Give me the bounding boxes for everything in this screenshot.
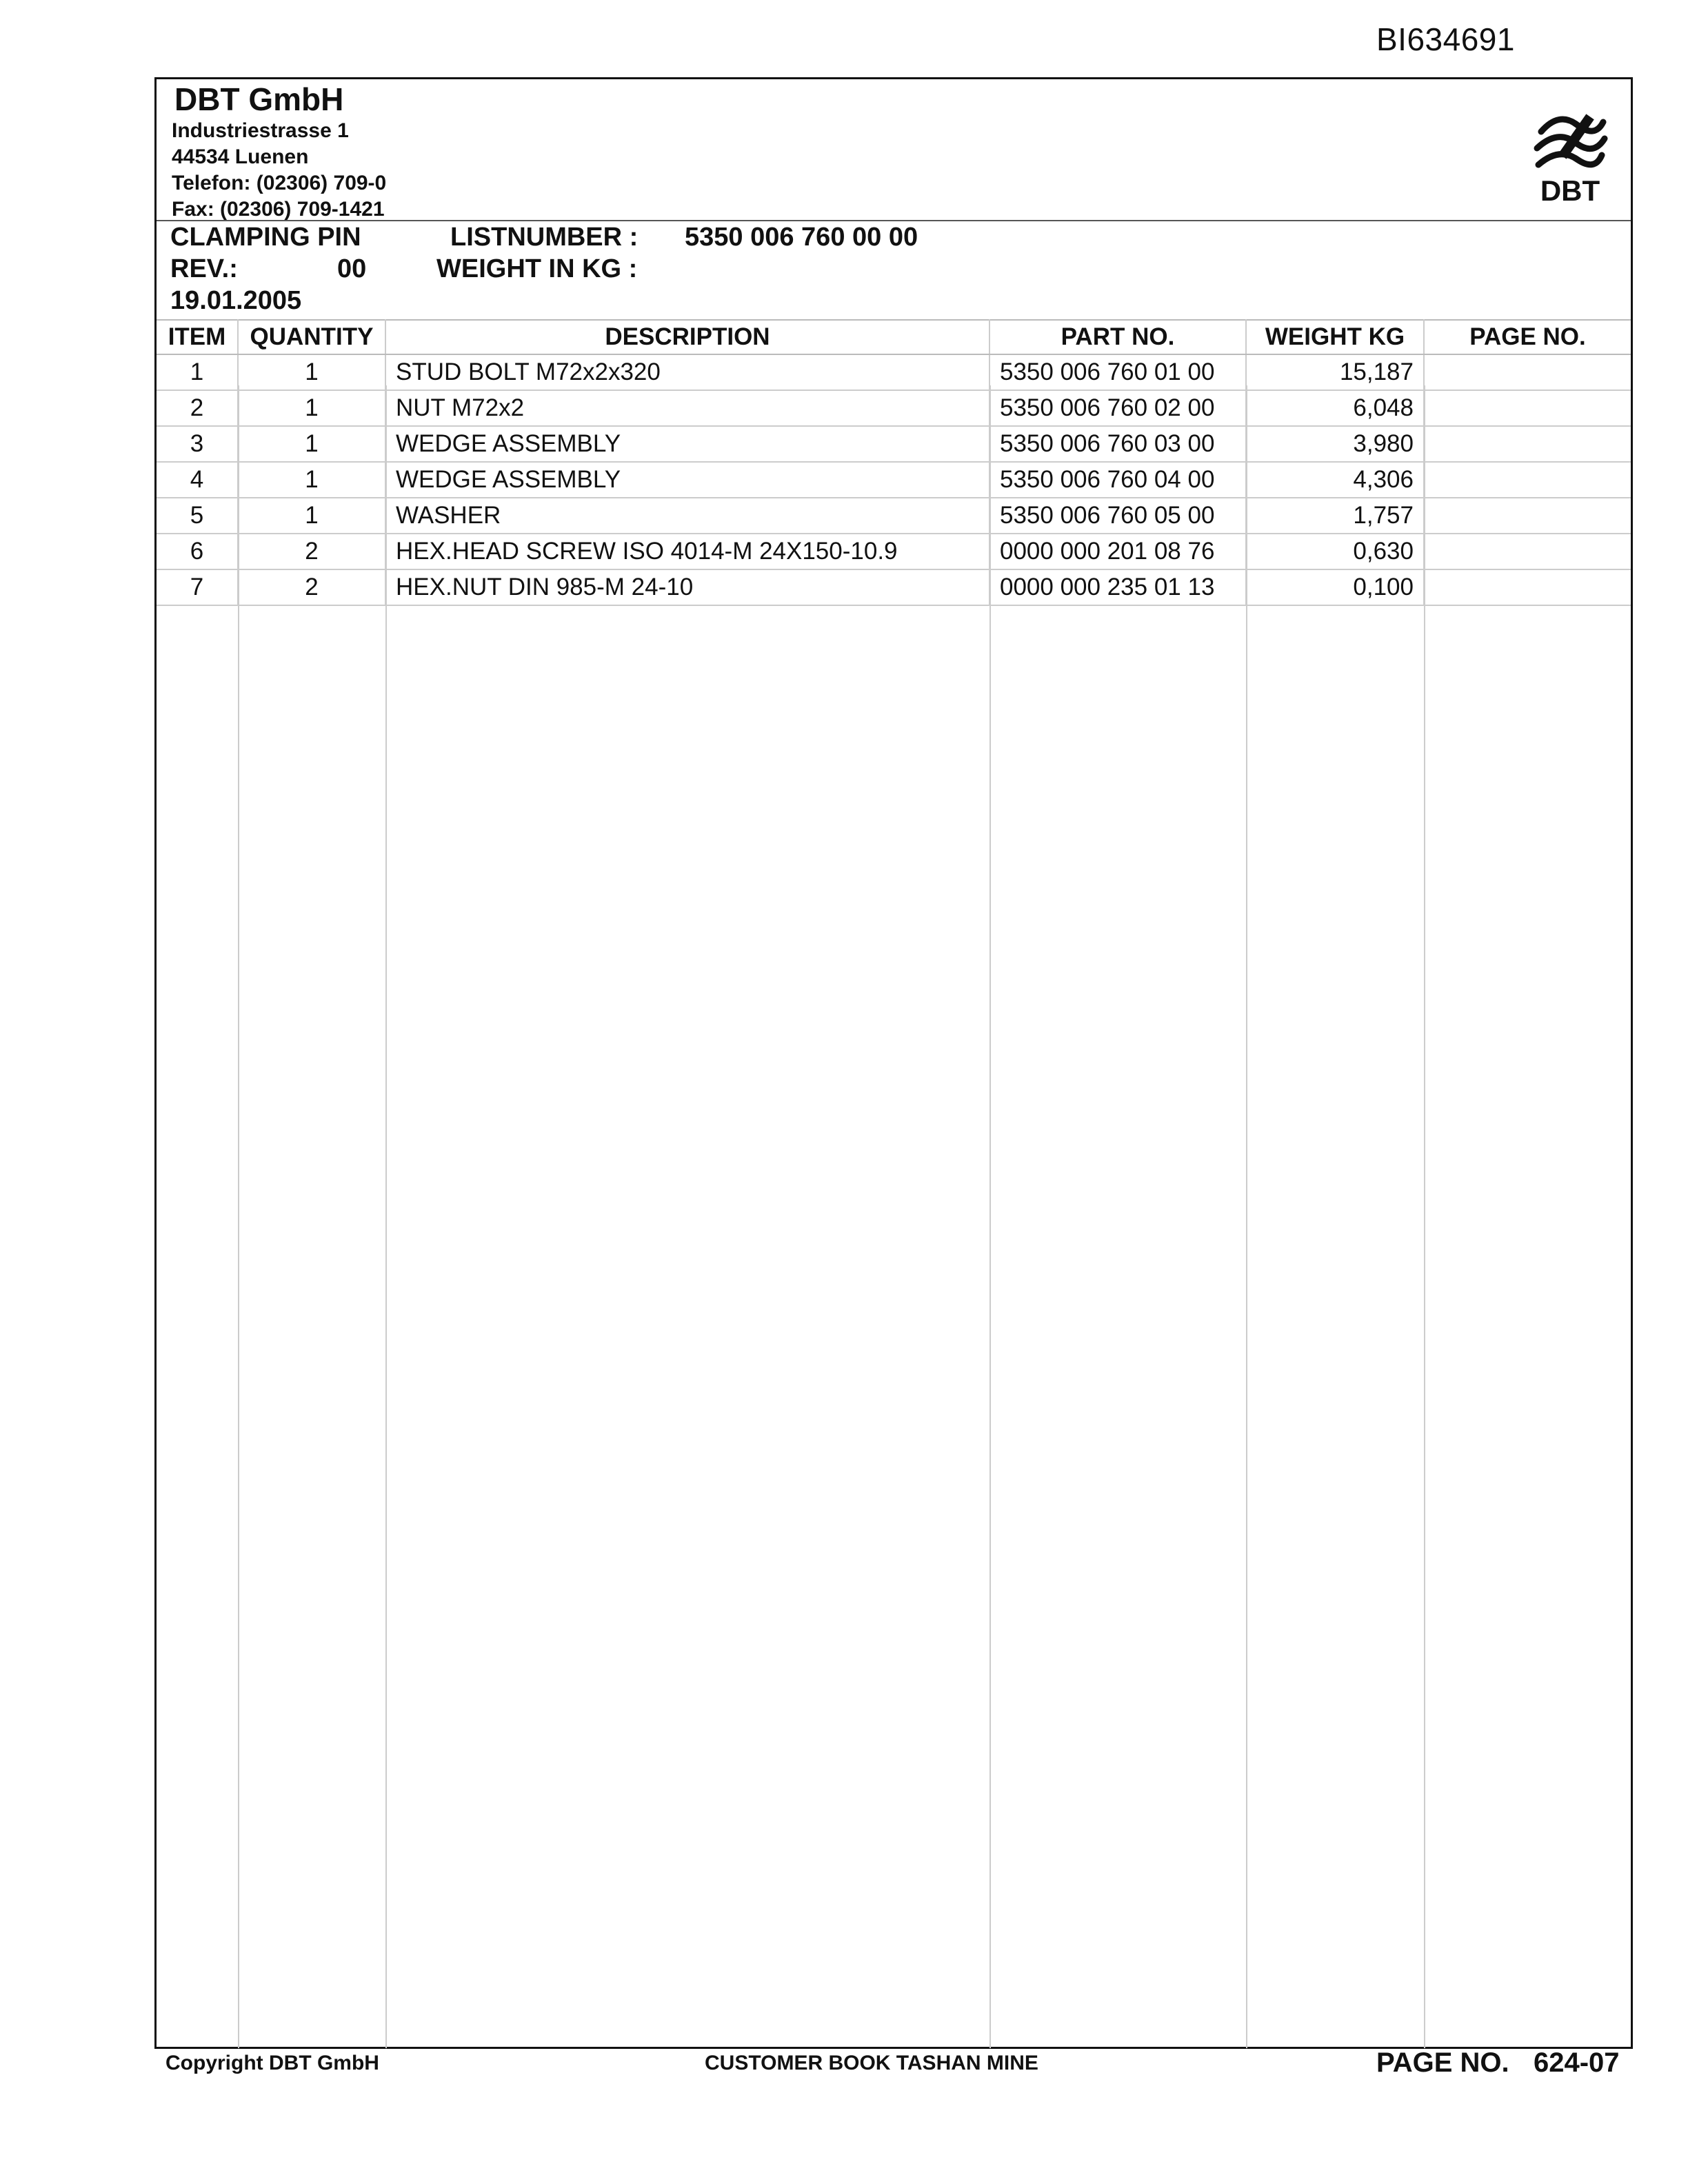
cell-page-no — [1424, 426, 1631, 462]
cell-quantity: 2 — [238, 534, 385, 569]
listnumber-value: 5350 006 760 00 00 — [685, 223, 918, 252]
table-row — [157, 354, 1631, 390]
column-divider — [1246, 385, 1247, 2048]
dbt-logo-icon — [1531, 97, 1609, 208]
company-fax: Fax: (02306) 709-1421 — [172, 198, 385, 221]
cell-part-no: 5350 006 760 05 00 — [989, 498, 1246, 534]
column-header-item: ITEM — [157, 320, 238, 354]
table-row — [157, 569, 1631, 605]
listnumber-label: LISTNUMBER : — [450, 223, 639, 252]
cell-description: HEX.NUT DIN 985-M 24-10 — [385, 569, 989, 605]
cell-page-no — [1424, 534, 1631, 569]
cell-part-no: 5350 006 760 01 00 — [989, 354, 1246, 390]
cell-item: 3 — [157, 426, 238, 462]
cell-page-no — [1424, 462, 1631, 498]
cell-weight: 0,100 — [1246, 569, 1424, 605]
cell-item: 4 — [157, 462, 238, 498]
footer-page-label: PAGE NO. — [1376, 2048, 1509, 2078]
list-date: 19.01.2005 — [170, 286, 302, 315]
cell-item: 6 — [157, 534, 238, 569]
company-block — [172, 79, 999, 223]
cell-weight: 15,187 — [1246, 354, 1424, 390]
company-street: Industriestrasse 1 — [172, 119, 349, 142]
weight-label: WEIGHT IN KG : — [436, 254, 638, 283]
cell-quantity: 1 — [238, 390, 385, 426]
cell-part-no: 0000 000 235 01 13 — [989, 569, 1246, 605]
cell-weight: 1,757 — [1246, 498, 1424, 534]
cell-weight: 6,048 — [1246, 390, 1424, 426]
table-row — [157, 426, 1631, 462]
cell-description: WEDGE ASSEMBLY — [385, 426, 989, 462]
document-id: BI634691 — [1376, 21, 1515, 57]
cell-quantity: 1 — [238, 354, 385, 390]
table-row — [157, 498, 1631, 534]
parts-table — [157, 319, 1631, 606]
cell-quantity: 1 — [238, 426, 385, 462]
column-header-part-no: PART NO. — [989, 320, 1246, 354]
cell-description: WEDGE ASSEMBLY — [385, 462, 989, 498]
cell-part-no: 5350 006 760 04 00 — [989, 462, 1246, 498]
cell-quantity: 2 — [238, 569, 385, 605]
header-divider — [157, 220, 1631, 221]
cell-part-no: 0000 000 201 08 76 — [989, 534, 1246, 569]
cell-quantity: 1 — [238, 462, 385, 498]
cell-page-no — [1424, 498, 1631, 534]
cell-weight: 0,630 — [1246, 534, 1424, 569]
cell-weight: 4,306 — [1246, 462, 1424, 498]
column-divider — [989, 385, 991, 2048]
cell-item: 2 — [157, 390, 238, 426]
company-name: DBT GmbH — [174, 81, 344, 117]
parts-list-frame — [154, 77, 1633, 2049]
logo-text: DBT — [1540, 174, 1600, 207]
cell-weight: 3,980 — [1246, 426, 1424, 462]
cell-quantity: 1 — [238, 498, 385, 534]
column-header-weight: WEIGHT KG — [1246, 320, 1424, 354]
cell-part-no: 5350 006 760 03 00 — [989, 426, 1246, 462]
cell-description: STUD BOLT M72x2x320 — [385, 354, 989, 390]
cell-page-no — [1424, 569, 1631, 605]
cell-description: NUT M72x2 — [385, 390, 989, 426]
table-row — [157, 534, 1631, 569]
table-header-row — [157, 320, 1631, 354]
cell-part-no: 5350 006 760 02 00 — [989, 390, 1246, 426]
company-city: 44534 Luenen — [172, 145, 309, 168]
list-title: CLAMPING PIN — [170, 223, 361, 252]
company-phone: Telefon: (02306) 709-0 — [172, 172, 387, 194]
cell-item: 7 — [157, 569, 238, 605]
column-divider — [238, 385, 239, 2048]
column-header-page-no: PAGE NO. — [1424, 320, 1631, 354]
column-header-quantity: QUANTITY — [238, 320, 385, 354]
rev-value: 00 — [337, 254, 367, 283]
cell-page-no — [1424, 390, 1631, 426]
cell-item: 1 — [157, 354, 238, 390]
cell-description: WASHER — [385, 498, 989, 534]
cell-item: 5 — [157, 498, 238, 534]
column-header-description: DESCRIPTION — [385, 320, 989, 354]
cell-page-no — [1424, 354, 1631, 390]
table-row — [157, 390, 1631, 426]
footer-copyright: Copyright DBT GmbH — [165, 2052, 379, 2074]
column-divider — [385, 385, 387, 2048]
cell-description: HEX.HEAD SCREW ISO 4014-M 24X150-10.9 — [385, 534, 989, 569]
footer-book-title: CUSTOMER BOOK TASHAN MINE — [705, 2052, 1038, 2074]
footer-page-number: 624-07 — [1534, 2048, 1620, 2078]
table-row — [157, 462, 1631, 498]
column-divider — [1424, 385, 1425, 2048]
rev-label: REV.: — [170, 254, 238, 283]
